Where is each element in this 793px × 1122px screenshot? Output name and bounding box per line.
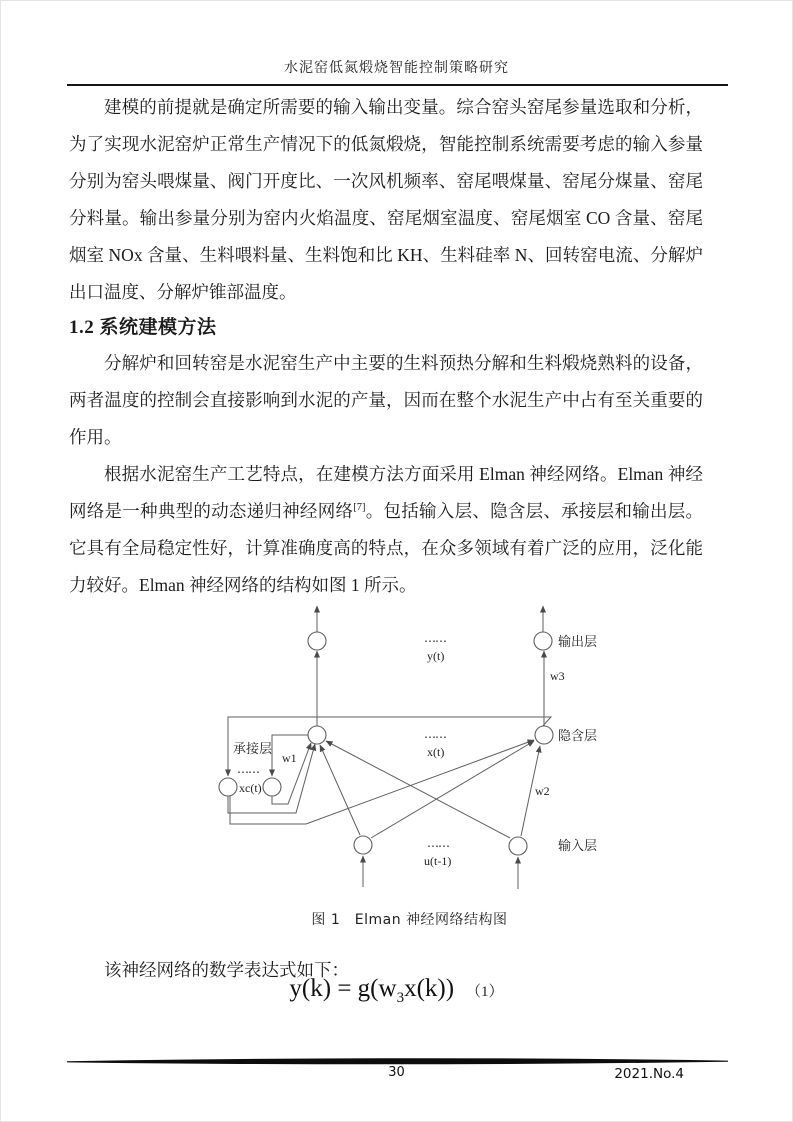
formula-lhs: y(k) = g(w (289, 975, 397, 1002)
weight-w2-label: w2 (535, 784, 550, 798)
formula-subscript: 3 (396, 990, 405, 1006)
output-arrows (317, 606, 543, 632)
formula-1 (1, 975, 792, 1007)
input-node-right (509, 837, 527, 855)
page-number: 30 (388, 1065, 405, 1080)
hidden-layer-label: 隐含层 (558, 728, 598, 743)
input-layer-label: 输入层 (558, 838, 598, 853)
hidden-node-left (308, 726, 326, 744)
input-vector-label: u(t-1) (424, 854, 452, 868)
paragraph-2: 分解炉和回转窑是水泥窑生产中主要的生料预热分解和生料煅烧熟料的设备，两者温度的控制会直接影响到水泥的产量，因而在整个水泥生产中占有至关重要的作用。 (69, 353, 703, 447)
output-vector-label: y(t) (427, 649, 445, 663)
paragraph-3-text-b: 。包括输入层、隐含层、承接层和输出层。它具有全局稳定性好，计算准确度高的特点，在众多领域有着广泛的应用，泛化能力较好。Elman 神经网络的结构如图 1 所示。 (69, 501, 704, 595)
context-node-left (219, 778, 237, 796)
equation-number: （1） (466, 984, 504, 1000)
header-rule (67, 84, 728, 86)
footer-rule (67, 1053, 728, 1062)
running-head-title: 水泥窑低氮煅烧智能控制策略研究 (284, 61, 509, 76)
output-node-right (534, 632, 552, 650)
journal-issue: 2021.No.4 (614, 1066, 684, 1082)
output-layer-label: 输出层 (558, 634, 598, 649)
footer-rule-line (67, 1058, 728, 1064)
figure-caption: 图 1 Elman 神经网络结构图 (311, 912, 508, 928)
elman-network-figure (131, 589, 691, 901)
hidden-vector-label: x(t) (427, 745, 445, 759)
section-heading-1-2: 1.2 系统建模方法 (69, 317, 217, 338)
context-node-right (263, 778, 281, 796)
output-row-ellipsis: …… (424, 631, 446, 645)
input-node-left (354, 836, 372, 854)
weight-w1-label: w1 (282, 751, 297, 765)
hidden-row-ellipsis: …… (424, 727, 446, 741)
paragraph-3 (69, 456, 703, 604)
context-vector-label: xc(t) (239, 781, 262, 795)
paragraph-1: 建模的前提就是确定所需要的输入输出变量。综合窑头窑尾参量选取和分析，为了实现水泥窑炉正常生产情况下的低氮煅烧，智能控制系统需要考虑的输入参量分别为窑头喂煤量、阀门开度比、一次风机频率、窑尾喂煤量、窑尾分煤量、窑尾分料量。输出参量分别为窑内火焰温度、窑尾烟室温度、窑尾烟室 CO 含量、窑尾烟室 NOx 含量、生料喂料量、生料饱和比 KH、生料硅率 N、回转窑电流、分解炉出口温度、分解炉锥部温度。 (69, 97, 703, 302)
diagram-labels (233, 631, 597, 868)
body-text (69, 89, 703, 604)
hidden-node-right (535, 726, 553, 744)
formula-rhs: x(k)) (404, 975, 455, 1002)
context-row-ellipsis: …… (237, 762, 259, 776)
input-row-ellipsis: …… (427, 836, 449, 850)
paragraph-4: 该神经网络的数学表达式如下： (104, 959, 349, 980)
feedback-box-path (228, 717, 551, 776)
citation-ref-7: [7] (353, 502, 366, 514)
paragraph-3-text-a: 根据水泥窑生产工艺特点，在建模方法方面采用 Elman 神经网络。Elman 神经网络是一种典型的动态递归神经网络 (69, 464, 703, 521)
output-node-left (308, 632, 326, 650)
weight-w3-label: w3 (550, 669, 565, 683)
elman-network-diagram (131, 589, 691, 901)
context-layer-label: 承接层 (233, 741, 273, 756)
